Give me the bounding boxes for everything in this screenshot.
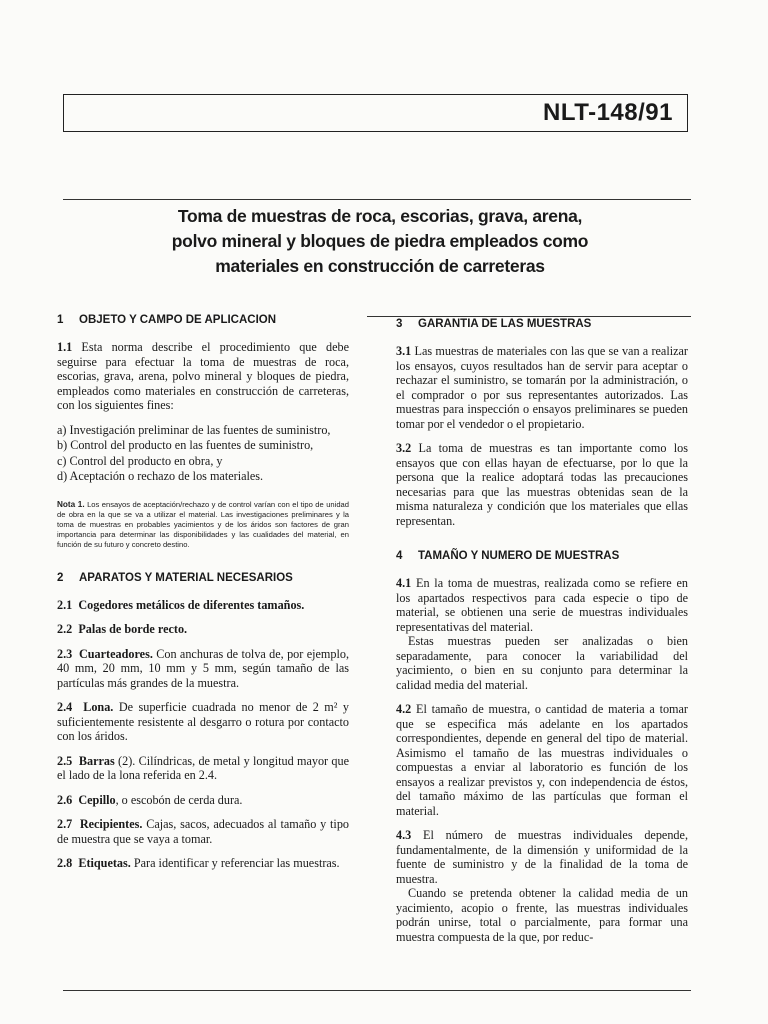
paragraph-2-8: 2.8 Etiquetas. Para identificar y referenciar las muestras. [57,856,340,870]
footer-rule [63,990,691,991]
paragraph-3-2: 3.2 La toma de muestras es tan importante como los ensayos que con ellas hayan de efectuarse, por lo que la persona que la realice adoptará todas las precauciones necesarias para que las muestras obtenidas sean de la misma naturaleza y condición que los materiales que ellas representan. [396,441,688,528]
right-column [396,318,688,954]
right-column-rule [367,316,691,317]
list-item: b) Control del producto en las fuentes de suministro, [57,438,314,452]
list-item: a) Investigación preliminar de las fuentes de suministro, [57,422,331,437]
paragraph-4-1-continued: Estas muestras pueden ser analizadas o bien separadamente, para conocer la variabilidad del yacimiento, o bien en su conjunto para determinar la calidad media del material. [396,634,688,692]
section-2-heading: 2 APARATOS Y MATERIAL NECESARIOS [57,571,293,584]
paragraph-2-3: 2.3 Cuarteadores. Con anchuras de tolva de, por ejemplo, 40 mm, 20 mm, 10 mm y 5 mm, según tamaño de las partículas más grandes de la muestra. [57,646,350,690]
title-line-2: polvo mineral y bloques de piedra empleados como [171,231,589,251]
paragraph-2-6: 2.6 Cepillo, o escobón de cerda dura. [57,792,243,807]
purpose-list [57,423,349,484]
header-box [63,94,688,132]
list-item: c) Control del producto en obra, y [57,453,223,468]
title-line-3: materiales en construcción de carreteras [215,256,545,276]
paragraph-4-1: 4.1 En la toma de muestras, realizada como se refiere en los apartados respectivos para cada especie o tipo de material, se obtienen una serie de muestras individuales representativas del material. [396,576,688,634]
paragraph-2-5: 2.5 Barras (2). Cilíndricas, de metal y longitud mayor que el lado de la lona referida en 2.4. [57,753,350,782]
note-1: Nota 1. Los ensayos de aceptación/rechazo y de control varían con el tipo de unidad de obra en la que se va a utilizar el material. Las investigaciones preliminares y la toma de muestras en probables yacimientos y de los áridos son factores de gran importancia para determinar las disponibilidades y las cualidades del material, en función de su futuro y concreto destino. [57,499,349,549]
paragraph-2-1: 2.1 Cogedores metálicos de diferentes tamaños. [57,597,305,612]
section-4-heading: 4 TAMAÑO Y NUMERO DE MUESTRAS [396,550,620,562]
document-title [140,204,620,279]
list-item: d) Aceptación o rechazo de los materiales. [57,469,264,483]
section-3-heading: 3 GARANTIA DE LAS MUESTRAS [396,318,592,330]
paragraph-2-4: 2.4 Lona. De superficie cuadrada no menor de 2 m² y suficientemente resistente al desgarro o rotura por contacto con los áridos. [57,700,349,743]
paragraph-1-1: 1.1 Esta norma describe el procedimiento que debe seguirse para efectuar la toma de muestras de roca, escorias, grava, arena, polvo mineral y bloques de piedra, empleados como materiales en construcción de carreteras, con los siguientes fines: [57,340,349,412]
left-column [57,314,349,881]
paragraph-2-7: 2.7 Recipientes. Cajas, sacos, adecuados al tamaño y tipo de muestra que se vaya a tomar. [57,817,350,846]
paragraph-4-3: 4.3 El número de muestras individuales depende, fundamentalmente, de la dimensión y uniformidad de la fuente de suministro y de la finalidad de la toma de muestra. [396,828,688,886]
paragraph-3-1: 3.1 Las muestras de materiales con las que se van a realizar los ensayos, cuyos resultados han de servir para aceptar o rechazar el suministro, se tomarán por la administración, o el comprador o por sus representantes autorizados. Las muestras para inspección o ensayos preliminares se pueden tomar por el vendedor o el propietario. [396,344,688,431]
paragraph-4-3-continued: Cuando se pretenda obtener la calidad media de un yacimiento, acopio o frente, las muestras individuales podrán unirse, total o parcialmente, para formar una muestra compuesta de la que, por reduc- [396,886,688,944]
section-1-heading: 1 OBJETO Y CAMPO DE APLICACION [57,314,277,326]
paragraph-2-2: 2.2 Palas de borde recto. [57,622,188,636]
title-rule-top [63,199,691,200]
title-line-1: Toma de muestras de roca, escorias, grava, arena, [177,206,583,226]
paragraph-4-2: 4.2 El tamaño de muestra, o cantidad de materia a tomar que se especifica más adelante en los apartados correspondientes, depende en general del tipo de material. Asimismo el tamaño de las muestras individuales o compuestas a enviar al laboratorio es función de los ensayos a realizar previstos y, con independencia de éstos, del tamaño máximo de las partículas que forman el material. [396,702,688,818]
standard-code: NLT-148/91 [543,99,673,126]
